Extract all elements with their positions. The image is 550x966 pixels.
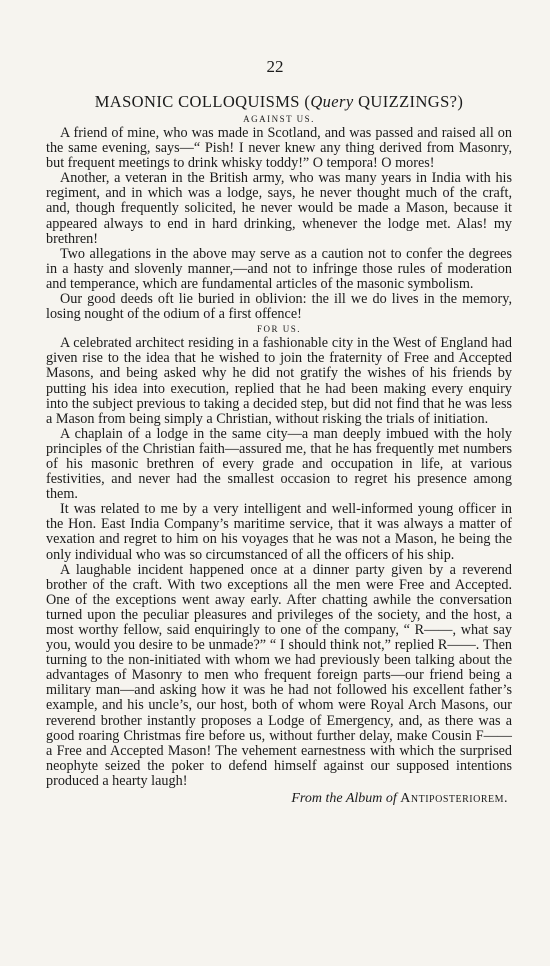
paragraph: A chaplain of a lodge in the same city—a man deeply imbued with the holy principles of the Christian faith—assured me, that he has frequently met numbers of his masonic brethren of every grade and occupation in life, at various festivities, and never had the smallest occasion to regret his presence among them. — [46, 425, 512, 503]
signature-name: Antiposteriorem. — [400, 791, 508, 807]
signature-prefix: From the Album of — [291, 791, 401, 807]
page-title — [46, 92, 512, 112]
title-main: MASONIC COLLOQUISMS ( — [94, 92, 311, 111]
paragraph: A celebrated architect residing in a fashionable city in the West of England had given rise to the idea that he wished to join the fraternity of Free and Accepted Masons, and being asked why he did not gratify the wishes of his friends by putting his idea into execution, replied that he had been making every enquiry into the subject previous to taking a decided step, but did not find that he was less a Mason from being simply a Christian, without risking the trials of initiation. — [46, 335, 512, 427]
title-end: QUIZZINGS?) — [353, 92, 464, 111]
signature — [46, 791, 512, 807]
title-query: Query — [310, 92, 354, 111]
section-heading-against: AGAINST US. — [243, 114, 315, 124]
paragraph: A friend of mine, who was made in Scotland, and was passed and raised all on the same evening, says—“ Pish! I never knew any thing derived from Masonry, but frequent meetings to drink whisky toddy!” O tempora! O mores! — [46, 125, 512, 172]
paragraph: It was related to me by a very intelligent and well-informed young officer in the Hon. East India Company’s maritime service, that it was always a matter of vexation and regret to him on his voyages that he was not a Mason, he being the only individual who was so circumstanced of all the officers of his ship. — [46, 501, 512, 563]
page-number: 22 — [266, 57, 284, 76]
paragraph: A laughable incident happened once at a dinner party given by a reverend brother of the craft. With two exceptions all the men were Free and Accepted. One of the exceptions went away early. After chatting awhile the conversation turned upon the peculiar pleasures and privileges of the society, and the host, a most worthy fellow, said enquiringly to one of the company, “ R——, what say you, would you desire to be unmade?” “ I should think not,” replied R——. Then turning to the non-initiated with whom we had previously been talking about the advantages of Masonry to men who frequent foreign parts—our friend being a military man—and asking how it was he had not followed his excellent father’s example, and his uncle’s, our host, both of whom were Royal Arch Masons, our reverend brother instantly proposes a Lodge of Emergency, and, as there was a good roaring Christmas fire before us, without further delay, make Cousin F—— a Free and Accepted Mason! The vehement earnestness with which the surprised neophyte seized the poker to defend himself against our supposed intentions produced a hearty laugh! — [46, 561, 512, 789]
section-heading-for: FOR US. — [256, 324, 301, 335]
paragraph: Two allegations in the above may serve as a caution not to confer the degrees in a hasty and slovenly manner,—and not to infringe those rules of moderation and temperance, which are fundamental articles of the masonic symbolism. — [46, 245, 512, 292]
paragraph: Another, a veteran in the British army, who was many years in India with his regiment, and in which was a lodge, says, he never thought much of the craft, and, though frequently solicited, he never would be made a Mason, because it appeared always to end in hard drinking, whenever the lodge met. Alas! my brethren! — [46, 170, 512, 247]
paragraph: Our good deeds oft lie buried in oblivion: the ill we do lives in the memory, losing nought of the odium of a first offence! — [46, 291, 512, 323]
